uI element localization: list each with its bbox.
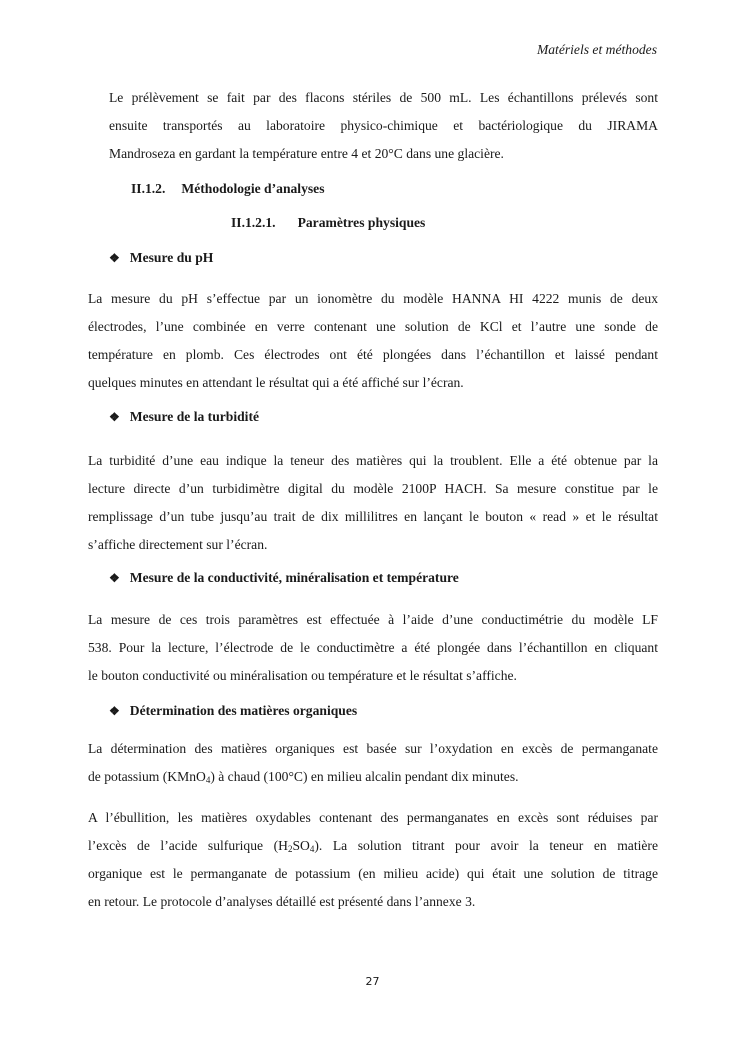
text-line: lecture directe d’un turbidimètre digital du modèle 2100P HACH. Sa mesure constitue par le	[88, 481, 658, 496]
subscript: 2	[287, 844, 293, 854]
text-line: 538. Pour la lecture, l’électrode de le conductimètre a été plongée dans l’échantillon en cliquant	[88, 640, 658, 655]
text-line: La mesure de ces trois paramètres est effectuée à l’aide d’une conductimétrie du modèle LF	[88, 612, 658, 627]
organic-paragraph-2	[88, 804, 658, 916]
turbidity-paragraph	[88, 447, 658, 559]
text-line: remplissage d’un tube jusqu’au trait de dix millilitres en lançant le bouton « read » et le résultat	[88, 509, 658, 524]
text-segment: SO	[292, 838, 310, 853]
bullet-heading-conductivity	[109, 570, 459, 586]
subscript: 4	[205, 775, 211, 785]
section-heading	[131, 181, 325, 197]
text-line: le bouton conductivité ou minéralisation ou température et le résultat s’affiche.	[88, 668, 517, 683]
text-line: s’affiche directement sur l’écran.	[88, 537, 268, 552]
text-line: organique est le permanganate de potassium (en milieu acide) qui était une solution de titrage	[88, 866, 658, 881]
section-title: Méthodologie d’analyses	[181, 181, 325, 196]
conductivity-paragraph	[88, 606, 658, 690]
text-segment: l’excès de l’acide sulfurique (H	[88, 838, 288, 853]
text-line: température en plomb. Ces électrodes ont été plongées dans l’échantillon et laissé pendant	[88, 347, 658, 362]
text-line: en retour. Le protocole d’analyses détaillé est présenté dans l’annexe 3.	[88, 894, 476, 909]
text-line: La mesure du pH s’effectue par un ionomètre du modèle HANNA HI 4222 munis de deux	[88, 291, 658, 306]
subsection-number: II.1.2.1.	[231, 215, 276, 230]
heading-text: Mesure de la turbidité	[129, 409, 260, 424]
bullet-heading-turbidity	[109, 409, 259, 425]
text-segment: ). La solution titrant pour avoir la teneur en matière	[314, 838, 658, 853]
diamond-bullet-icon: ❖	[109, 410, 120, 424]
diamond-bullet-icon: ❖	[109, 704, 120, 718]
text-line: La détermination des matières organiques est basée sur l’oxydation en excès de permanganate	[88, 741, 658, 756]
text-line	[88, 832, 658, 860]
text-line: Le prélèvement se fait par des flacons stériles de 500 mL. Les échantillons prélevés sont	[109, 90, 658, 105]
text-line: Mandroseza en gardant la température entre 4 et 20°C dans une glacière.	[109, 146, 504, 161]
heading-text: Mesure du pH	[129, 250, 214, 265]
text-line	[88, 763, 658, 791]
page-number: 27	[365, 975, 380, 988]
text-line: électrodes, l’une combinée en verre contenant une solution de KCl et l’autre une sonde de	[88, 319, 658, 334]
bullet-heading-organic	[109, 703, 357, 719]
subsection-title: Paramètres physiques	[297, 215, 426, 230]
diamond-bullet-icon: ❖	[109, 251, 120, 265]
heading-text: Détermination des matières organiques	[129, 703, 358, 718]
ph-paragraph	[88, 285, 658, 397]
text-line: A l’ébullition, les matières oxydables contenant des permanganates en excès sont réduises par	[88, 810, 658, 825]
subscript: 4	[309, 844, 315, 854]
text-line: quelques minutes en attendant le résultat qui a été affiché sur l’écran.	[88, 375, 464, 390]
running-header: Matériels et méthodes	[536, 42, 657, 57]
text-line: ensuite transportés au laboratoire physico-chimique et bactériologique du JIRAMA	[109, 118, 658, 133]
text-segment: ) à chaud (100°C) en milieu alcalin pendant dix minutes.	[210, 769, 519, 784]
text-segment: de potassium (KMnO	[88, 769, 206, 784]
diamond-bullet-icon: ❖	[109, 571, 120, 585]
text-line: La turbidité d’une eau indique la teneur des matières qui la troublent. Elle a été obtenue par la	[88, 453, 658, 468]
heading-text: Mesure de la conductivité, minéralisation et température	[129, 570, 459, 585]
organic-paragraph-1	[88, 735, 658, 791]
intro-paragraph	[109, 84, 658, 168]
section-number: II.1.2.	[131, 181, 166, 196]
subsection-heading	[231, 215, 425, 231]
bullet-heading-ph	[109, 250, 213, 266]
